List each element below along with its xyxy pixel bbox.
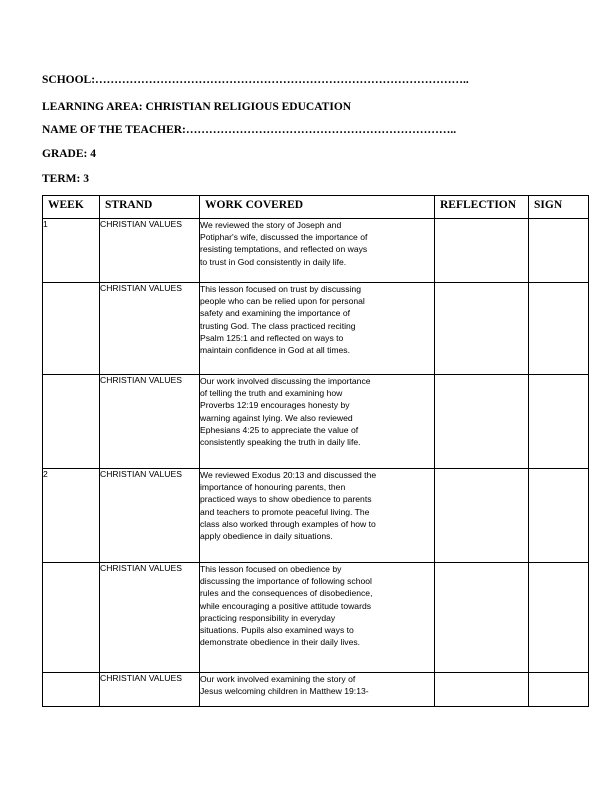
work-covered-cell <box>200 283 435 375</box>
work-covered-cell <box>200 375 435 469</box>
strand-cell: CHRISTIAN VALUES <box>100 219 200 283</box>
reflection-cell[interactable] <box>435 673 529 707</box>
work-covered-line: We reviewed the story of Joseph and <box>200 220 342 230</box>
sign-cell[interactable] <box>529 673 589 707</box>
sign-cell[interactable] <box>529 283 589 375</box>
column-header-strand: STRAND <box>100 196 200 219</box>
term-line: TERM: 3 <box>42 173 89 185</box>
work-covered-line: We reviewed Exodus 20:13 and discussed the <box>200 470 377 480</box>
work-covered-line: Psalm 125:1 and reflected on ways to <box>200 332 344 343</box>
table-row <box>43 283 589 375</box>
table-row <box>43 563 589 673</box>
work-covered-line: trusting God. The class practiced reciting <box>200 320 356 331</box>
work-covered-line: Ephesians 4:25 to appreciate the value of <box>200 424 359 435</box>
table-row <box>43 219 589 283</box>
record-of-work-table <box>42 195 589 707</box>
work-covered-cell <box>200 673 435 707</box>
work-covered-line: maintain confidence in God at all times. <box>200 345 350 356</box>
grade-line: GRADE: 4 <box>42 148 96 160</box>
column-header-week: WEEK <box>43 196 100 219</box>
strand-cell: CHRISTIAN VALUES <box>100 673 200 707</box>
work-covered-cell <box>200 563 435 673</box>
work-covered-line: of telling the truth and examining how <box>200 388 343 399</box>
work-covered-line: and teachers to promote peaceful living. The <box>200 506 370 517</box>
week-cell <box>43 283 100 375</box>
work-covered-line: demonstrate obedience in their daily lives. <box>200 637 361 648</box>
work-covered-line: rules and the consequences of disobedience, <box>200 588 373 599</box>
table-row <box>43 469 589 563</box>
column-header-work-covered: WORK COVERED <box>200 196 435 219</box>
work-covered-line: Our work involved examining the story of <box>200 674 356 684</box>
work-covered-line: people who can be relied upon for personal <box>200 296 365 307</box>
sign-cell[interactable] <box>529 375 589 469</box>
table-row <box>43 375 589 469</box>
week-cell: 1 <box>43 219 100 283</box>
work-covered-line: resisting temptations, and reflected on ways <box>200 244 368 255</box>
sign-cell[interactable] <box>529 563 589 673</box>
work-covered-line: This lesson focused on obedience by <box>200 564 342 574</box>
work-covered-line: situations. Pupils also examined ways to <box>200 625 354 636</box>
work-covered-line: Our work involved discussing the importance <box>200 376 371 386</box>
work-covered-line: warning against lying. We also reviewed <box>200 412 353 423</box>
table-header-row <box>43 196 589 219</box>
table-row <box>43 673 589 707</box>
sign-cell[interactable] <box>529 469 589 563</box>
work-covered-line: while encouraging a positive attitude towards <box>200 600 372 611</box>
work-covered-cell <box>200 219 435 283</box>
work-covered-line: Potiphar's wife, discussed the importance of <box>200 232 368 243</box>
week-cell <box>43 673 100 707</box>
work-covered-cell <box>200 469 435 563</box>
work-covered-line: practiced ways to show obedience to parents <box>200 494 372 505</box>
column-header-reflection: REFLECTION <box>435 196 529 219</box>
strand-cell: CHRISTIAN VALUES <box>100 283 200 375</box>
work-covered-line: Proverbs 12:19 encourages honesty by <box>200 400 350 411</box>
week-cell <box>43 563 100 673</box>
strand-cell: CHRISTIAN VALUES <box>100 375 200 469</box>
work-covered-line: to trust in God consistently in daily life. <box>200 256 347 267</box>
work-covered-line: Jesus welcoming children in Matthew 19:13- <box>200 686 369 697</box>
work-covered-line: This lesson focused on trust by discussing <box>200 284 361 294</box>
work-covered-line: apply obedience in daily situations. <box>200 531 333 542</box>
work-covered-line: class also worked through examples of how to <box>200 518 376 529</box>
teacher-name-line: NAME OF THE TEACHER:…………………………………………………………….. <box>42 124 457 136</box>
work-covered-line: safety and examining the importance of <box>200 308 351 319</box>
week-cell <box>43 375 100 469</box>
reflection-cell[interactable] <box>435 469 529 563</box>
column-header-sign: SIGN <box>529 196 589 219</box>
school-line: SCHOOL:…………………………………………………………………………………….. <box>42 74 469 86</box>
work-covered-line: consistently speaking the truth in daily life. <box>200 437 361 448</box>
learning-area-line: LEARNING AREA: CHRISTIAN RELIGIOUS EDUCATION <box>42 101 352 113</box>
reflection-cell[interactable] <box>435 563 529 673</box>
work-covered-line: discussing the importance of following school <box>200 576 372 587</box>
work-covered-line: importance of honouring parents, then <box>200 482 346 493</box>
work-covered-line: practicing responsibility in everyday <box>200 612 336 623</box>
reflection-cell[interactable] <box>435 283 529 375</box>
sign-cell[interactable] <box>529 219 589 283</box>
reflection-cell[interactable] <box>435 375 529 469</box>
week-cell: 2 <box>43 469 100 563</box>
strand-cell: CHRISTIAN VALUES <box>100 563 200 673</box>
reflection-cell[interactable] <box>435 219 529 283</box>
strand-cell: CHRISTIAN VALUES <box>100 469 200 563</box>
